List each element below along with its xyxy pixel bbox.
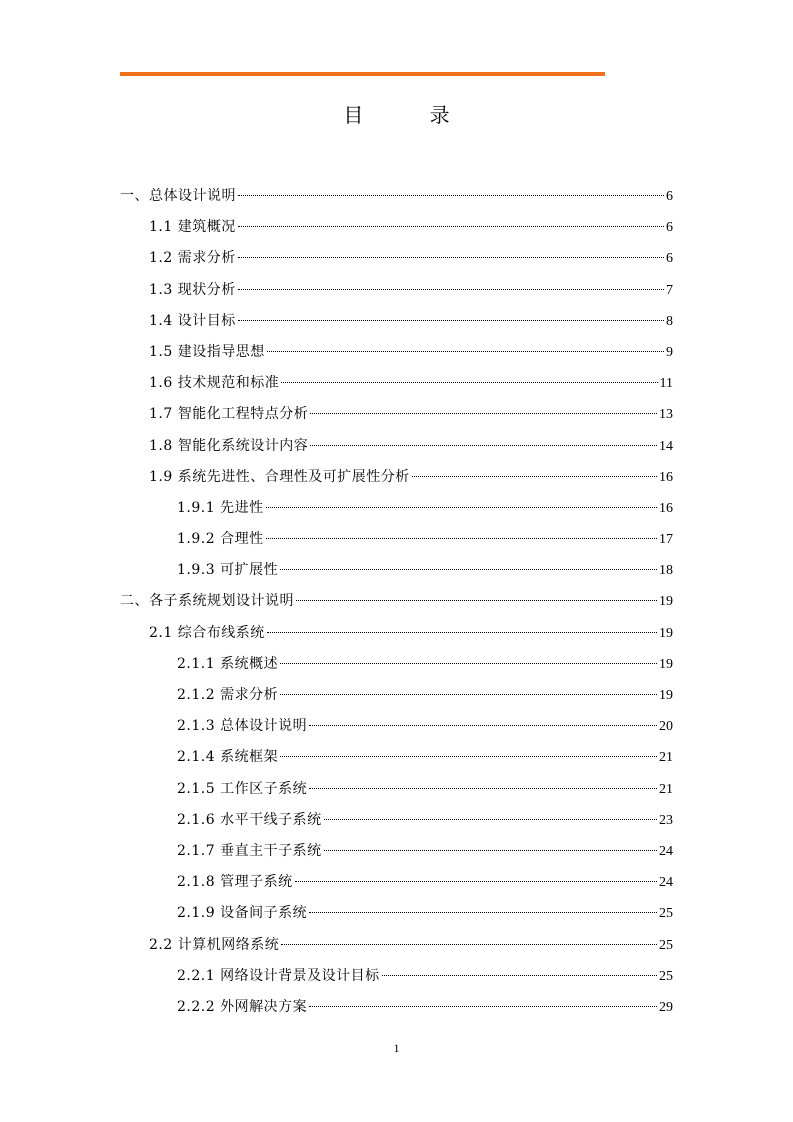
toc-dot-leader (267, 632, 657, 633)
toc-entry-text: 1.9 系统先进性、合理性及可扩展性分析 (149, 468, 410, 485)
toc-entry[interactable] (120, 243, 673, 274)
toc-entry-page: 18 (659, 563, 673, 579)
toc-dot-leader (280, 756, 657, 757)
toc-dot-leader (280, 694, 657, 695)
toc-entry-text: 1.1 建筑概况 (149, 219, 236, 236)
toc-entry[interactable] (120, 711, 673, 742)
toc-dot-leader (266, 507, 657, 508)
toc-entry-text: 2.1.6 水平干线子系统 (177, 811, 322, 828)
toc-dot-leader (267, 351, 664, 352)
toc-entry-page: 13 (659, 407, 673, 423)
toc-entry-text: 一、总体设计说明 (120, 188, 236, 204)
toc-entry-page: 11 (659, 376, 673, 392)
toc-entry[interactable] (120, 493, 673, 524)
toc-entry[interactable] (120, 930, 673, 961)
toc-entry[interactable] (120, 961, 673, 992)
toc-entry-text: 2.2.1 网络设计背景及设计目标 (177, 967, 380, 984)
toc-entry[interactable] (120, 618, 673, 649)
toc-entry[interactable] (120, 337, 673, 368)
toc-entry-page: 6 (666, 251, 673, 267)
toc-entry[interactable] (120, 212, 673, 243)
toc-entry-page: 16 (659, 469, 673, 485)
toc-entry[interactable] (120, 306, 673, 337)
toc-entry-text: 1.9.1 先进性 (177, 499, 264, 516)
toc-dot-leader (280, 569, 657, 570)
toc-entry-text: 1.5 建设指导思想 (149, 343, 265, 360)
toc-entry-page: 7 (666, 282, 673, 298)
toc-entry-page: 21 (659, 781, 673, 797)
toc-entry-text: 2.1.2 需求分析 (177, 687, 279, 703)
toc-entry-text: 二、各子系统规划设计说明 (120, 593, 294, 610)
toc-entry-page: 23 (659, 812, 673, 828)
toc-entry[interactable] (120, 836, 673, 867)
toc-entry-page: 29 (659, 999, 673, 1015)
toc-entry[interactable] (120, 368, 673, 399)
toc-entry-text: 2.2 计算机网络系统 (149, 936, 280, 953)
toc-entry-page: 25 (659, 906, 673, 922)
toc-dot-leader (280, 663, 657, 664)
toc-entry[interactable] (120, 462, 673, 493)
toc-entry-page: 19 (659, 656, 673, 672)
toc-dot-leader (281, 382, 657, 383)
toc-dot-leader (412, 476, 657, 477)
toc-entry-text: 1.9.2 合理性 (177, 531, 264, 548)
toc-entry[interactable] (120, 742, 673, 773)
toc-entry-text: 1.2 需求分析 (149, 250, 236, 267)
toc-entry-page: 17 (659, 532, 673, 548)
toc-entry-text: 1.7 智能化工程特点分析 (149, 406, 309, 423)
toc-entry[interactable] (120, 898, 673, 929)
toc-entry[interactable] (120, 774, 673, 805)
toc-dot-leader (310, 413, 657, 414)
toc-entry-text: 1.4 设计目标 (149, 312, 236, 329)
toc-title: 目 录 (343, 103, 480, 127)
toc-entry-page: 24 (659, 875, 673, 891)
toc-entry-text: 2.1.1 系统概述 (177, 655, 279, 672)
toc-entry-page: 21 (659, 750, 673, 766)
toc-dot-leader (382, 975, 657, 976)
toc-entry-text: 1.6 技术规范和标准 (149, 375, 280, 392)
header-rule (120, 72, 605, 76)
toc-entry-text: 1.8 智能化系统设计内容 (149, 437, 309, 454)
toc-entry[interactable] (120, 649, 673, 680)
toc-entry[interactable] (120, 399, 673, 430)
toc-entry-text: 2.1.9 设备间子系统 (177, 905, 308, 922)
toc-entry[interactable] (120, 181, 673, 212)
toc-dot-leader (238, 195, 664, 196)
toc-entry-page: 19 (659, 625, 673, 641)
toc-entry[interactable] (120, 992, 673, 1023)
toc-entry-text: 1.3 现状分析 (149, 281, 236, 298)
toc-entry[interactable] (120, 680, 673, 711)
toc-entry-page: 24 (659, 843, 673, 859)
toc-entry[interactable] (120, 867, 673, 898)
toc-dot-leader (238, 320, 664, 321)
toc-dot-leader (324, 850, 657, 851)
footer-page-number: 1 (393, 1041, 400, 1055)
toc-dot-leader (238, 257, 664, 258)
toc-entry-page: 6 (666, 189, 673, 204)
toc-entry-page: 16 (659, 500, 673, 516)
toc-entry-page: 6 (666, 220, 673, 236)
toc-entry[interactable] (120, 431, 673, 462)
toc-entry-text: 2.1.3 总体设计说明 (177, 718, 308, 735)
toc-entry[interactable] (120, 524, 673, 555)
toc-entry[interactable] (120, 275, 673, 306)
toc-dot-leader (295, 881, 657, 882)
toc-entry-page: 19 (659, 688, 673, 703)
toc-entry-text: 2.1 综合布线系统 (149, 624, 265, 641)
toc-dot-leader (266, 538, 657, 539)
toc-entry-text: 2.1.7 垂直主干子系统 (177, 842, 322, 859)
toc-dot-leader (238, 226, 664, 227)
toc-dot-leader (281, 944, 657, 945)
toc-entry-page: 25 (659, 968, 673, 984)
toc-entry-page: 14 (659, 438, 673, 454)
toc-dot-leader (309, 1006, 657, 1007)
toc-entry-page: 25 (659, 937, 673, 953)
toc-dot-leader (238, 289, 664, 290)
toc-entry-text: 1.9.3 可扩展性 (177, 562, 279, 579)
toc-entry-text: 2.1.5 工作区子系统 (177, 780, 308, 797)
toc-dot-leader (324, 819, 657, 820)
toc-dot-leader (309, 725, 657, 726)
toc-entry[interactable] (120, 555, 673, 586)
toc-dot-leader (296, 600, 657, 601)
toc-entry-page: 9 (666, 344, 673, 360)
toc-entry-text: 2.1.8 管理子系统 (177, 874, 293, 891)
toc-dot-leader (310, 445, 657, 446)
toc-entry-page: 8 (666, 313, 673, 329)
toc-dot-leader (309, 912, 657, 913)
toc-entry-text: 2.1.4 系统框架 (177, 749, 279, 766)
toc-entry-page: 20 (659, 719, 673, 735)
toc-list (120, 181, 673, 1023)
toc-entry[interactable] (120, 586, 673, 617)
toc-entry-text: 2.2.2 外网解决方案 (177, 998, 308, 1015)
toc-entry[interactable] (120, 805, 673, 836)
toc-dot-leader (309, 788, 657, 789)
toc-entry-page: 19 (659, 594, 673, 610)
